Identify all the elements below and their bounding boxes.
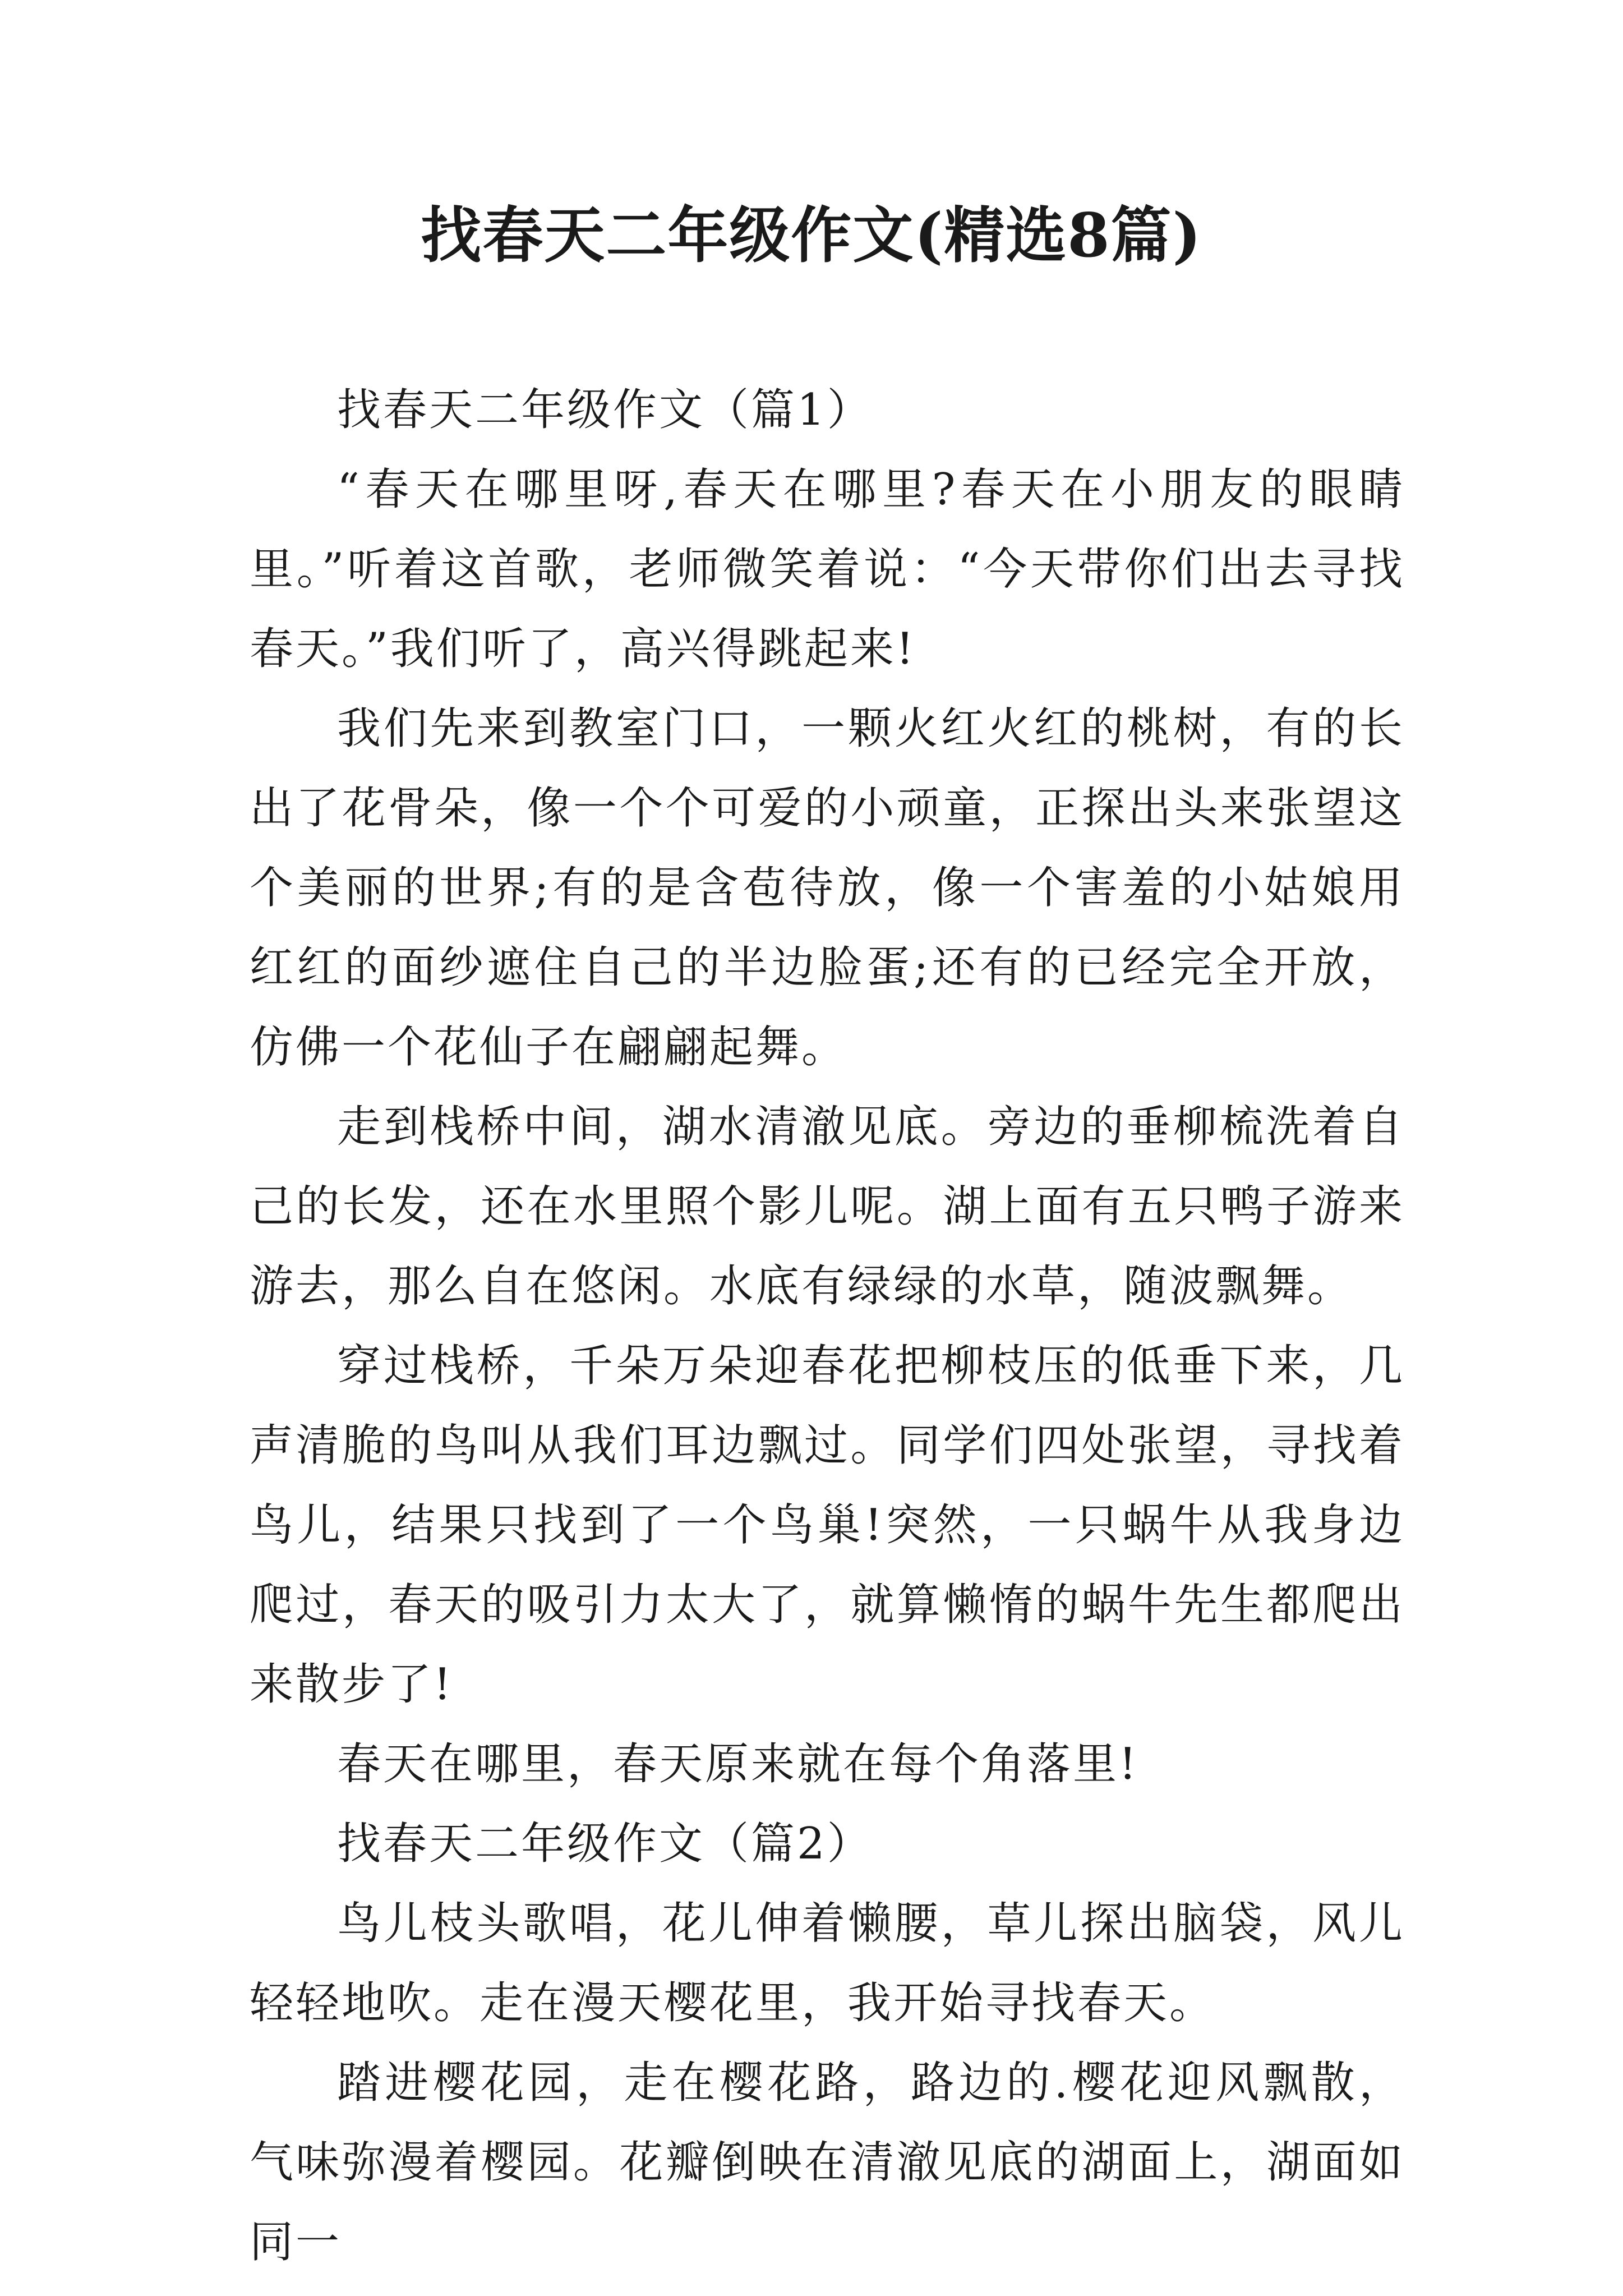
- document-body: [250, 370, 1405, 2282]
- paragraph: “春天在哪里呀,春天在哪里?春天在小朋友的眼睛里。”听着这首歌，老师微笑着说：“今天带你们出去寻找春天。”我们听了，高兴得跳起来!: [250, 464, 1405, 674]
- document-title: 找春天二年级作文(精选8篇): [421, 200, 1202, 271]
- paragraph: 踏进樱花园，走在樱花路，路边的.樱花迎风飘散，气味弥漫着樱园。花瓣倒映在清澈见底的湖面上，湖面如同一: [250, 2058, 1405, 2267]
- paragraph: 春天在哪里，春天原来就在每个角落里!: [337, 1739, 1139, 1789]
- paragraph: 我们先来到教室门口，一颗火红火红的桃树，有的长出了花骨朵，像一个个可爱的小顽童，正探出头来张望这个美丽的世界;有的是含苞待放，像一个害羞的小姑娘用红红的面纱遮住自己的半边脸蛋;还有的已经完全开放，仿佛一个花仙子在翩翩起舞。: [250, 703, 1405, 1073]
- paragraph: 鸟儿枝头歌唱，花儿伸着懒腰，草儿探出脑袋，风儿轻轻地吹。走在漫天樱花里，我开始寻找春天。: [250, 1898, 1405, 2028]
- paragraph: 穿过栈桥，千朵万朵迎春花把柳枝压的低垂下来，几声清脆的鸟叫从我们耳边飘过。同学们四处张望，寻找着鸟儿，结果只找到了一个鸟巢!突然，一只蜗牛从我身边爬过，春天的吸引力太大了，就算懒惰的蜗牛先生都爬出来散步了!: [250, 1341, 1405, 1710]
- section-heading-1: 找春天二年级作文（篇1）: [337, 385, 873, 435]
- section-heading-2: 找春天二年级作文（篇2）: [337, 1819, 873, 1869]
- paragraph: 走到栈桥中间，湖水清澈见底。旁边的垂柳梳洗着自己的长发，还在水里照个影儿呢。湖上面有五只鸭子游来游去，那么自在悠闲。水底有绿绿的水草，随波飘舞。: [250, 1102, 1405, 1312]
